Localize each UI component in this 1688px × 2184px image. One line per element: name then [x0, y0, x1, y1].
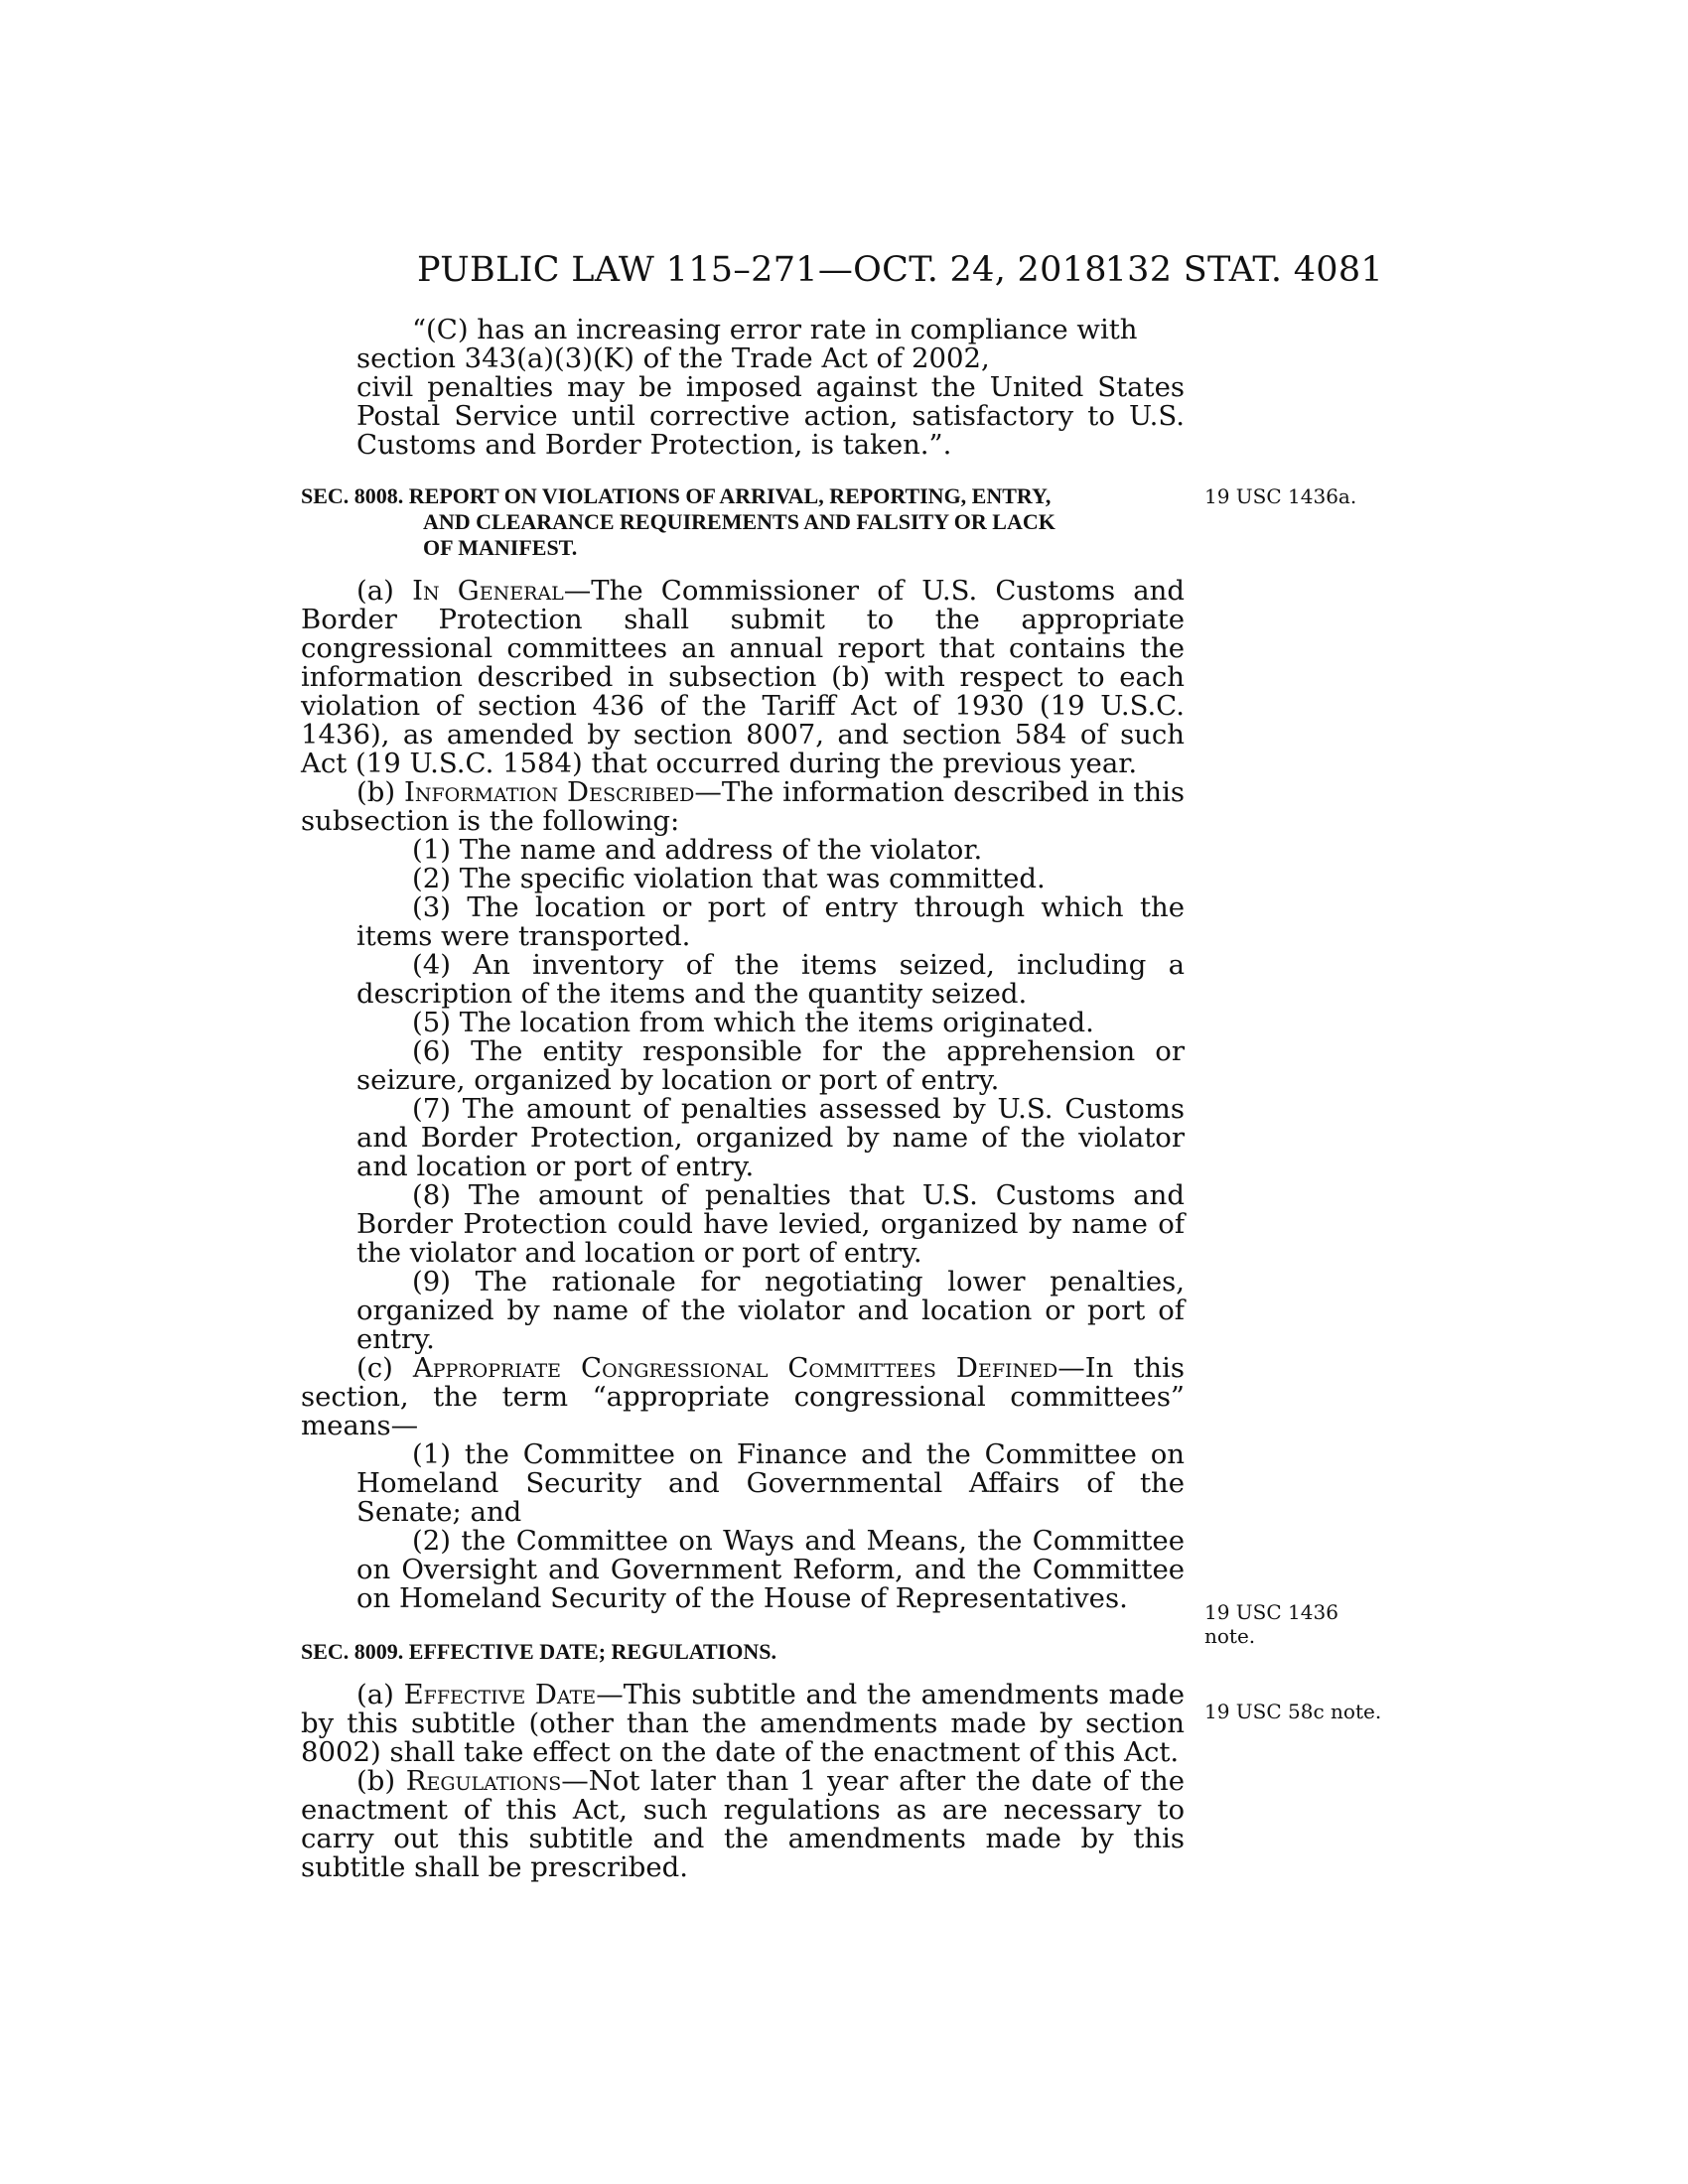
- margin-note-sec8009a-line2: note.: [1204, 1624, 1256, 1648]
- subsection-label: (c): [356, 1352, 393, 1384]
- subsection-8009-a: [301, 1681, 1185, 1767]
- paragraph-c-line1: “(C) has an increasing error rate in compliance with: [412, 314, 1138, 345]
- document-body: [301, 316, 1185, 1882]
- section-8008-title-line2: AND CLEARANCE REQUIREMENTS AND FALSITY OR LACK: [423, 509, 1055, 534]
- subsection-label: (b): [356, 1765, 396, 1797]
- list-item: (1) the Committee on Finance and the Committee on Homeland Security and Governmental Affairs of the Senate; and: [356, 1438, 1185, 1528]
- list-item: (1) The name and address of the violator.: [412, 834, 983, 866]
- list-item: (3) The location or port of entry through which the items were transported.: [356, 891, 1185, 952]
- subsection-8008-a: [301, 577, 1185, 778]
- paragraph-opening-tail: civil penalties may be imposed against the United States Postal Service until corrective action, satisfactory to U.S. Customs and Border Protection, is taken.”.: [356, 371, 1185, 461]
- margin-note-sec8009a: [1204, 1600, 1338, 1648]
- list-item: (4) An inventory of the items seized, including a description of the items and the quantity seized.: [356, 949, 1185, 1010]
- subsection-heading: Regulations: [405, 1765, 562, 1797]
- list-item: (2) the Committee on Ways and Means, the Committee on Oversight and Government Reform, and the Committee on Homeland Security of the House of Representatives.: [356, 1525, 1185, 1614]
- subsection-8008-b: [301, 778, 1185, 836]
- list-item: (2) The specific violation that was committed.: [412, 863, 1046, 894]
- subsection-text: —Not later than 1 year after the date of the enactment of this Act, such regulations as are necessary to carry out this subtitle and the amendments made by this subtitle shall be prescribed.: [301, 1765, 1185, 1883]
- subsection-label: (a): [356, 1679, 394, 1710]
- subsection-text: —In this section, the term “appropriate congressional committees” means—: [301, 1352, 1185, 1441]
- margin-note-sec8009a-line1: 19 USC 1436: [1204, 1600, 1338, 1624]
- subsection-label: (a): [356, 575, 394, 607]
- section-8008-title-line3: OF MANIFEST.: [423, 535, 578, 560]
- list-item: (5) The location from which the items originated.: [412, 1007, 1094, 1038]
- list-item: (8) The amount of penalties that U.S. Customs and Border Protection could have levied, organized by name of the violator and location or port of entry.: [356, 1179, 1185, 1269]
- subsection-text: —This subtitle and the amendments made by this subtitle (other than the amendments made by section 8002) shall take effect on the date of the enactment of this Act.: [301, 1679, 1185, 1768]
- section-8008-number: SEC. 8008.: [301, 483, 404, 508]
- subsection-label: (b): [356, 776, 396, 808]
- section-8009-heading: SEC. 8009. EFFECTIVE DATE; REGULATIONS.: [301, 1639, 776, 1664]
- subsection-heading: Appropriate Congressional Committees Defined: [412, 1352, 1058, 1384]
- header-stat-page: 132 STAT. 4081: [1104, 250, 1383, 290]
- margin-note-sec8009b: 19 USC 58c note.: [1204, 1700, 1382, 1723]
- running-header: [301, 250, 1383, 300]
- paragraph-c-line2: section 343(a)(3)(K) of the Trade Act of 2002,: [356, 342, 990, 374]
- subsection-8008-c: [301, 1354, 1185, 1440]
- subsection-text: —The Commissioner of U.S. Customs and Border Protection shall submit to the appropriate congressional committees an annual report that contains the information described in subsection (b) with respect to each violation of section 436 of the Tariff Act of 1930 (19 U.S.C. 1436), as amended by section 8007, and section 584 of such Act (19 U.S.C. 1584) that occurred during the previous year.: [301, 575, 1185, 779]
- list-item: (7) The amount of penalties assessed by U.S. Customs and Border Protection, organized by name of the violator and location or port of entry.: [356, 1093, 1185, 1182]
- list-item: (6) The entity responsible for the apprehension or seizure, organized by location or port of entry.: [356, 1035, 1185, 1096]
- section-8008-title-line1: REPORT ON VIOLATIONS OF ARRIVAL, REPORTING, ENTRY,: [408, 483, 1052, 508]
- list-item: (9) The rationale for negotiating lower penalties, organized by name of the violator and location or port of entry.: [356, 1266, 1185, 1355]
- section-8008-heading: [301, 483, 1185, 561]
- subsection-heading: Effective Date: [403, 1679, 597, 1710]
- subsection-heading: Information Described: [404, 776, 695, 808]
- header-public-law: PUBLIC LAW 115–271—OCT. 24, 2018: [417, 250, 1107, 290]
- subsection-text: —The information described in this subsection is the following:: [301, 776, 1185, 837]
- margin-note-sec8008: 19 USC 1436a.: [1204, 484, 1357, 508]
- subsection-heading: In General: [412, 575, 564, 607]
- subsection-8009-b: [301, 1767, 1185, 1882]
